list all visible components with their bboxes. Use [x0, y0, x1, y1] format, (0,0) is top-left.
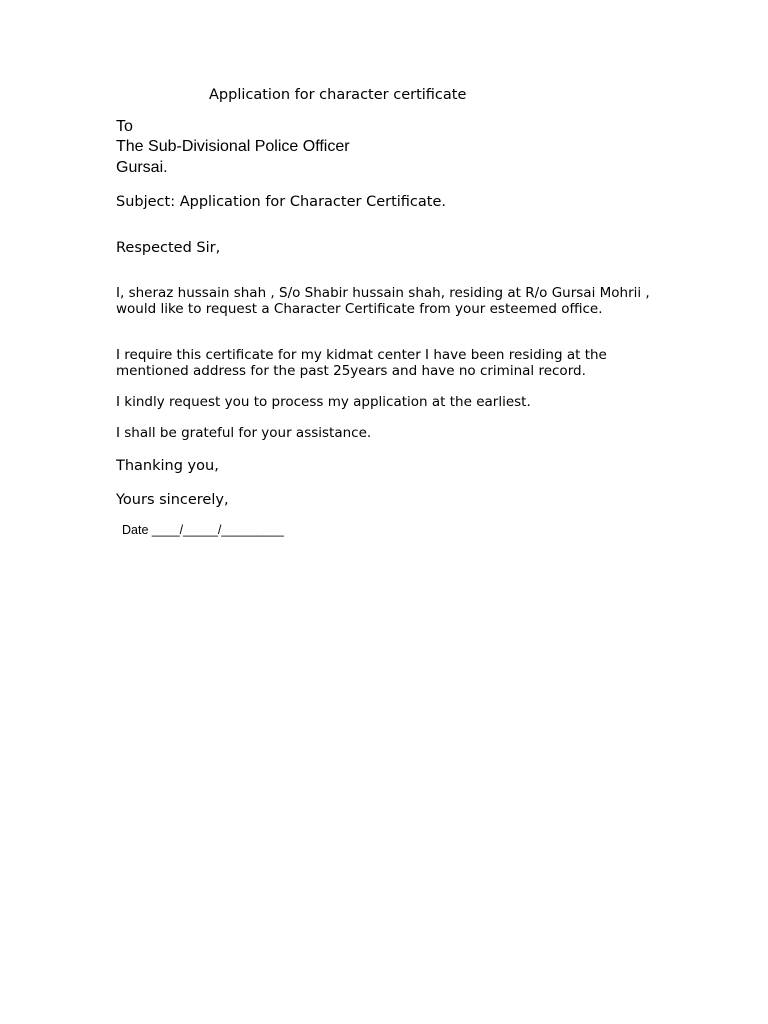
body-paragraph-3: I kindly request you to process my application at the earliest. [116, 394, 531, 410]
closing-line: Yours sincerely, [116, 492, 229, 508]
recipient-officer: The Sub-Divisional Police Officer [116, 138, 350, 155]
body-paragraph-2: I require this certificate for my kidmat center I have been residing at the mentioned address for the past 25years and have no criminal record. [116, 347, 607, 379]
date-line: Date ____/_____/_________ [122, 523, 284, 537]
thanks-line: Thanking you, [116, 458, 219, 474]
recipient-to: To [116, 118, 133, 135]
document-title: Application for character certificate [209, 87, 467, 103]
salutation: Respected Sir, [116, 240, 221, 256]
body-paragraph-1: I, sheraz hussain shah , S/o Shabir hussain shah, residing at R/o Gursai Mohrii , would like to request a Character Certificate from your esteemed office. [116, 285, 650, 317]
recipient-place: Gursai. [116, 159, 168, 176]
body-paragraph-4: I shall be grateful for your assistance. [116, 425, 372, 441]
subject-line: Subject: Application for Character Certificate. [116, 194, 446, 210]
